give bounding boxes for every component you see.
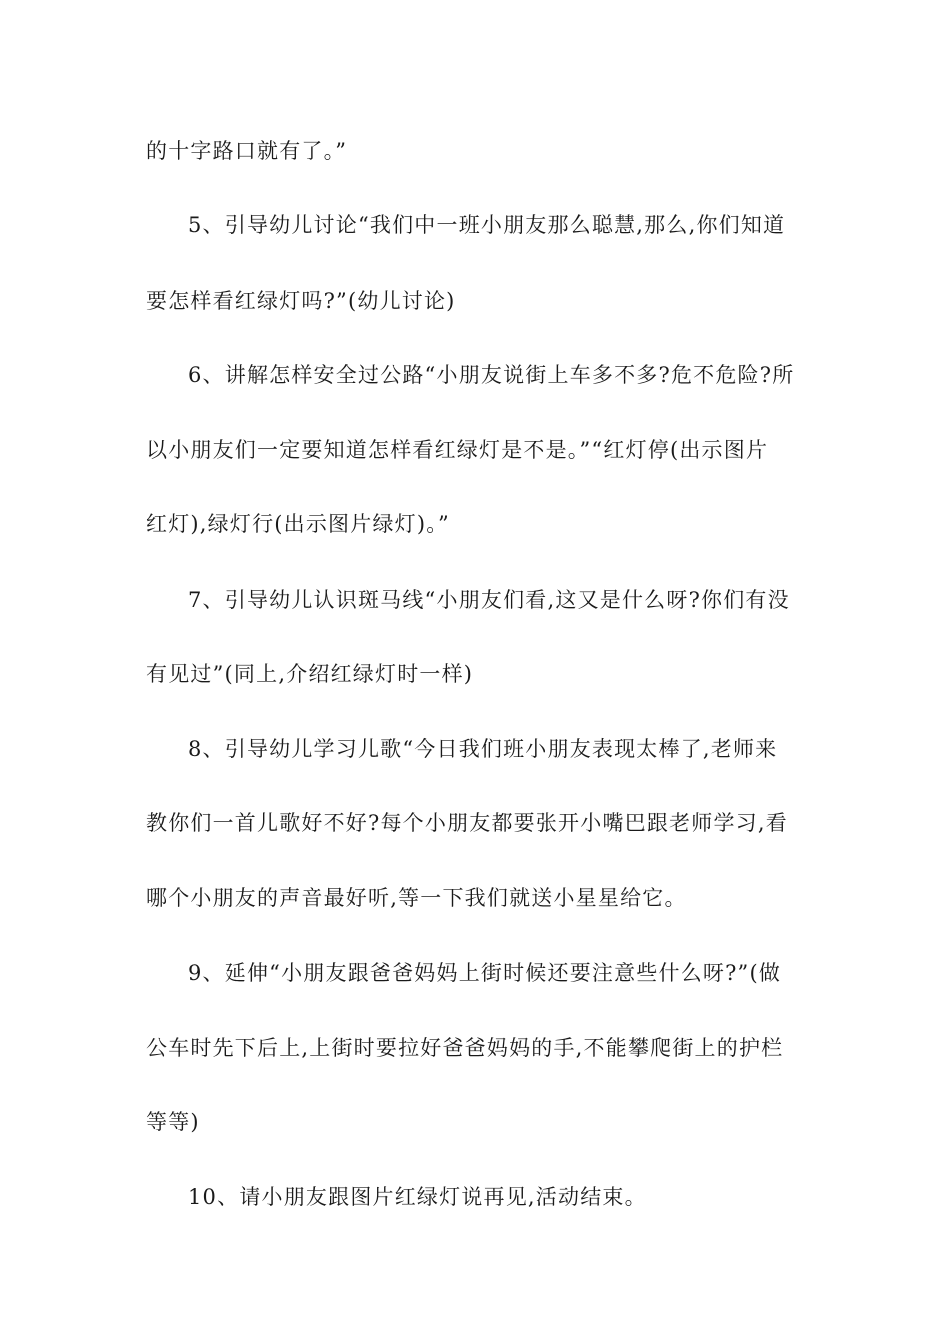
text-line: 红灯),绿灯行(出示图片绿灯)。” — [146, 512, 450, 536]
text-line: 的十字路口就有了。” — [146, 139, 348, 163]
text-line: 10、请小朋友跟图片红绿灯说再见,活动结束。 — [188, 1185, 647, 1209]
text-line: 以小朋友们一定要知道怎样看红绿灯是不是。”“红灯停(出示图片 — [146, 438, 769, 462]
text-line: 5、引导幼儿讨论“我们中一班小朋友那么聪慧,那么,你们知道 — [188, 213, 786, 237]
text-line: 6、讲解怎样安全过公路“小朋友说街上车多不多?危不危险?所 — [188, 363, 795, 387]
text-line: 有见过”(同上,介绍红绿灯时一样) — [146, 662, 474, 686]
text-line: 教你们一首儿歌好不好?每个小朋友都要张开小嘴巴跟老师学习,看 — [146, 811, 788, 835]
text-line: 哪个小朋友的声音最好听,等一下我们就送小星星给它。 — [146, 886, 687, 910]
text-line: 7、引导幼儿认识斑马线“小朋友们看,这又是什么呀?你们有没 — [188, 588, 790, 612]
text-line: 要怎样看红绿灯吗?”(幼儿讨论) — [146, 289, 456, 313]
text-line: 8、引导幼儿学习儿歌“今日我们班小朋友表现太棒了,老师来 — [188, 737, 778, 761]
text-line: 公车时先下后上,上街时要拉好爸爸妈妈的手,不能攀爬街上的护栏 — [146, 1036, 784, 1060]
text-line: 9、延伸“小朋友跟爸爸妈妈上街时候还要注意些什么呀?”(做 — [188, 961, 782, 985]
text-line: 等等) — [146, 1110, 200, 1134]
